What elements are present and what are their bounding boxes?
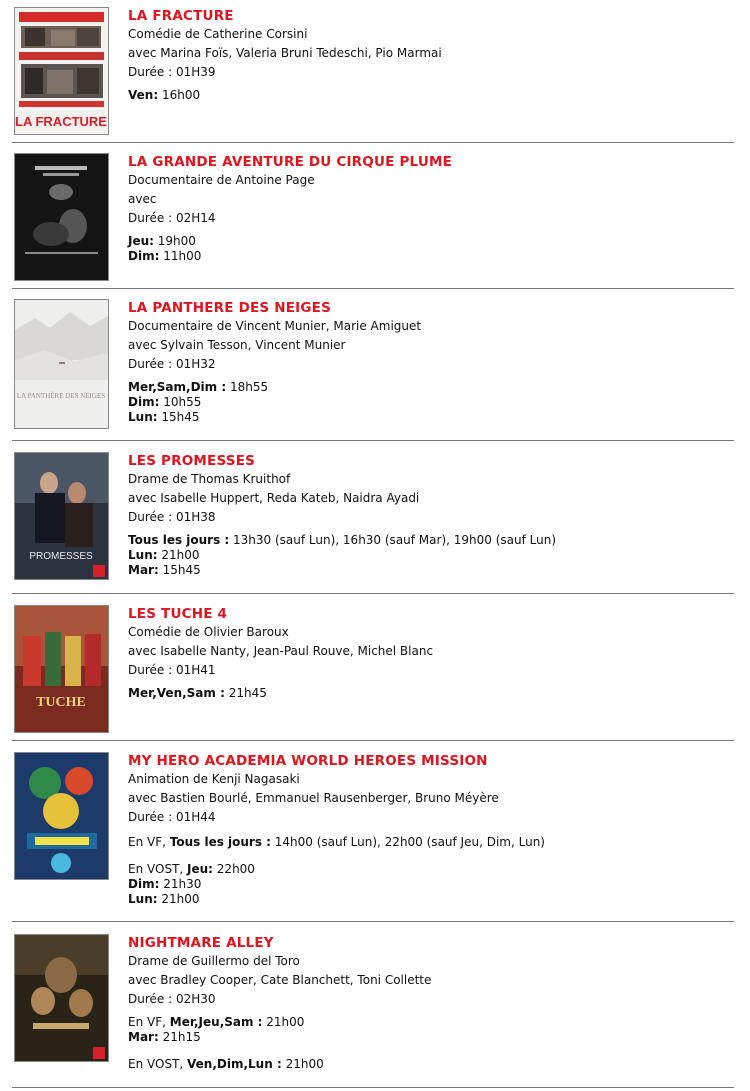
separator <box>12 288 734 289</box>
poster-text: PROMESSES <box>29 551 93 562</box>
schedule-times: 11h00 <box>159 249 202 263</box>
movie-cast: avec Isabelle Nanty, Jean-Paul Rouve, Michel Blanc <box>128 644 434 658</box>
schedule-days: Mar: <box>128 563 159 577</box>
separator <box>12 593 734 594</box>
schedule-days: Mar: <box>128 1030 159 1044</box>
schedule-line <box>128 877 738 892</box>
schedule-line <box>128 410 738 425</box>
schedule-days: Dim: <box>128 877 160 891</box>
schedule-line <box>128 249 738 264</box>
movie-duration: Durée : 01H38 <box>128 510 216 524</box>
separator <box>12 740 734 741</box>
movie-duration: Durée : 02H14 <box>128 211 216 225</box>
separator <box>12 1087 734 1088</box>
schedule-line <box>128 833 738 852</box>
movie-duration: Durée : 02H30 <box>128 992 216 1006</box>
schedule-line <box>128 1057 738 1072</box>
movie-genre-director: Documentaire de Antoine Page <box>128 173 315 187</box>
schedule-times: 21h00 <box>281 1057 324 1071</box>
movie-title[interactable]: MY HERO ACADEMIA WORLD HEROES MISSION <box>128 753 488 769</box>
schedule-days: Lun: <box>128 410 158 424</box>
separator <box>12 921 734 922</box>
schedule-version: En VOST, <box>128 862 188 876</box>
movie-genre-director: Drame de Thomas Kruithof <box>128 472 291 486</box>
movie-cast: avec Sylvain Tesson, Vincent Munier <box>128 338 346 352</box>
schedule-times: 15h45 <box>157 410 200 424</box>
schedule-days: Tous les jours : <box>169 835 271 849</box>
poster-my-hero-academia-icon[interactable] <box>14 752 109 880</box>
schedule-line <box>128 862 738 877</box>
schedule-times: 13h30 (sauf Lun), 16h30 (sauf Mar), 19h00 (sauf Lun) <box>229 533 557 547</box>
movie-title[interactable]: NIGHTMARE ALLEY <box>128 935 274 951</box>
movie-genre-director: Comédie de Catherine Corsini <box>128 27 308 41</box>
schedule-times: 19h00 <box>153 234 196 248</box>
schedule-line <box>128 548 738 563</box>
movie-duration: Durée : 01H32 <box>128 357 216 371</box>
poster-text: TUCHE <box>36 695 86 710</box>
movie-title[interactable]: LES PROMESSES <box>128 453 256 469</box>
schedule-times: 21h00 <box>157 548 200 562</box>
separator <box>12 440 734 441</box>
movie-title[interactable]: LA FRACTURE <box>128 8 234 24</box>
schedule-times: 21h30 <box>159 877 202 891</box>
movie-genre-director: Documentaire de Vincent Munier, Marie Amiguet <box>128 319 422 333</box>
poster-text: LA FRACTURE <box>15 114 107 129</box>
schedule-times: 21h00 <box>157 892 200 906</box>
schedule-times: 22h00 <box>212 862 255 876</box>
schedule-times: 21h45 <box>224 686 267 700</box>
schedule-days: Mer,Sam,Dim : <box>128 380 227 394</box>
schedule-line <box>128 1030 738 1045</box>
poster-les-promesses-icon[interactable] <box>14 452 109 580</box>
schedule-days: Ven,Dim,Lun : <box>187 1057 282 1071</box>
poster-nightmare-alley-icon[interactable] <box>14 934 109 1062</box>
movie-title[interactable]: LA GRANDE AVENTURE DU CIRQUE PLUME <box>128 154 453 170</box>
schedule-version: En VOST, <box>128 1057 188 1071</box>
schedule-line <box>128 686 738 701</box>
poster-text: LA PANTHÈRE DES NEIGES <box>16 392 106 400</box>
schedule-days: Dim: <box>128 249 160 263</box>
schedule-days: Lun: <box>128 548 158 562</box>
movie-title[interactable]: LA PANTHERE DES NEIGES <box>128 300 332 316</box>
schedule-times: 18h55 <box>226 380 269 394</box>
schedule-days: Mer,Ven,Sam : <box>128 686 225 700</box>
movie-duration: Durée : 01H39 <box>128 65 216 79</box>
movie-cast: avec <box>128 192 157 206</box>
schedule-line <box>128 563 738 578</box>
poster-la-fracture-icon[interactable] <box>14 7 109 135</box>
movie-cast: avec Bradley Cooper, Cate Blanchett, Toni Collette <box>128 973 432 987</box>
schedule-days: Lun: <box>128 892 158 906</box>
schedule-line <box>128 395 738 410</box>
movie-cast: avec Isabelle Huppert, Reda Kateb, Naidra Ayadi <box>128 491 420 505</box>
schedule-days: Tous les jours : <box>128 533 230 547</box>
movie-cast: avec Marina Foïs, Valeria Bruni Tedeschi, Pio Marmai <box>128 46 442 60</box>
schedule-line <box>128 533 738 548</box>
schedule-line <box>128 892 738 907</box>
movie-genre-director: Animation de Kenji Nagasaki <box>128 772 300 786</box>
schedule-version: En VF, <box>128 835 170 849</box>
movie-genre-director: Drame de Guillermo del Toro <box>128 954 300 968</box>
schedule-times: 15h45 <box>158 563 201 577</box>
movie-genre-director: Comédie de Olivier Baroux <box>128 625 289 639</box>
schedule-days: Ven: <box>128 88 159 102</box>
schedule-version: En VF, <box>128 1015 170 1029</box>
movie-title[interactable]: LES TUCHE 4 <box>128 606 228 622</box>
schedule-line <box>128 380 738 395</box>
schedule-days: Dim: <box>128 395 160 409</box>
poster-panthere-des-neiges-icon[interactable] <box>14 299 109 429</box>
schedule-days: Jeu: <box>128 234 154 248</box>
poster-cirque-plume-icon[interactable] <box>14 153 109 281</box>
schedule-line <box>128 88 738 103</box>
schedule-days: Mer,Jeu,Sam : <box>169 1015 263 1029</box>
schedule-times: 21h00 <box>262 1015 305 1029</box>
schedule-line <box>128 1015 738 1030</box>
movie-duration: Durée : 01H44 <box>128 810 216 824</box>
schedule-times: 21h15 <box>158 1030 201 1044</box>
schedule-days: Jeu: <box>187 862 213 876</box>
movie-duration: Durée : 01H41 <box>128 663 216 677</box>
schedule-line <box>128 234 738 249</box>
schedule-times: 10h55 <box>159 395 202 409</box>
schedule-times: 14h00 (sauf Lun), 22h00 (sauf Jeu, Dim, Lun) <box>270 835 545 849</box>
movie-cast: avec Bastien Bourlé, Emmanuel Rausenberger, Bruno Méyère <box>128 791 499 805</box>
separator <box>12 142 734 143</box>
schedule-times: 16h00 <box>158 88 201 102</box>
poster-les-tuche-4-icon[interactable] <box>14 605 109 733</box>
